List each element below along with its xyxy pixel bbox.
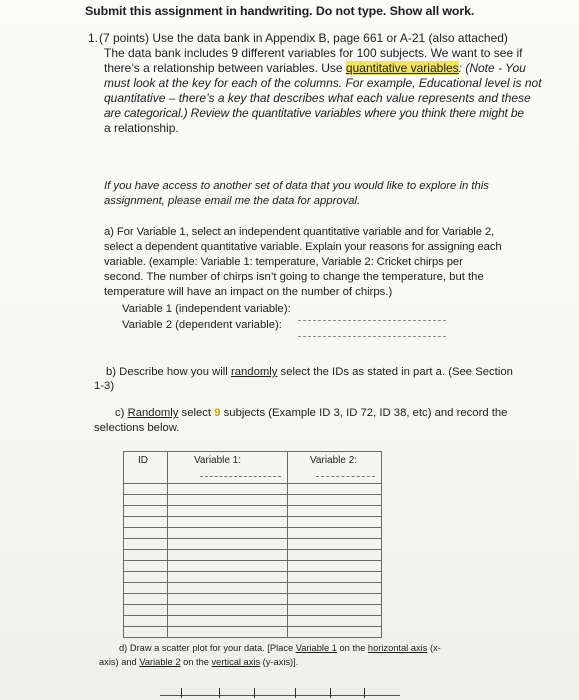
table-row xyxy=(124,561,382,572)
table-cell xyxy=(124,572,168,583)
table-cell xyxy=(288,616,382,627)
table-row xyxy=(124,484,382,495)
question-number: 1. xyxy=(88,31,99,45)
table-cell xyxy=(168,550,288,561)
table-row xyxy=(124,594,382,605)
table-cell xyxy=(124,561,168,572)
email-note-line-2: assignment, please email me the data for approval. xyxy=(104,195,361,207)
data-record-table xyxy=(123,451,382,638)
table-row xyxy=(124,528,382,539)
part-a-line-3: variable. (example: Variable 1: temperature, Variable 2: Cricket chirps per xyxy=(104,256,463,268)
table-row xyxy=(124,506,382,517)
table-cell xyxy=(168,627,288,638)
q1-line-3-note: : (Note - You xyxy=(458,61,526,75)
part-d-line-1 xyxy=(119,641,441,655)
q1-line-6: are categorical.) Review the quantitative variables where you think there might be xyxy=(104,106,524,120)
header-variable-2-dash xyxy=(316,476,375,477)
table-row xyxy=(124,517,382,528)
table-cell xyxy=(168,506,288,517)
table-cell xyxy=(168,495,288,506)
table-cell xyxy=(168,484,288,495)
header-id-text: ID xyxy=(138,455,148,466)
part-c-randomly: Randomly xyxy=(127,407,179,419)
table-cell xyxy=(288,627,382,638)
part-c-text-a: c) xyxy=(115,407,128,419)
table-cell xyxy=(288,517,382,528)
q1-line-2: The data bank includes 9 different variables for 100 subjects. We want to see if xyxy=(104,46,523,60)
part-b-text-a: b) Describe how you will xyxy=(106,366,231,378)
part-b-text-b: select the IDs as stated in part a. (See Section xyxy=(277,366,513,378)
part-b-randomly: randomly xyxy=(230,366,278,378)
part-c-line-2: selections below. xyxy=(94,422,180,434)
table-row xyxy=(124,539,382,550)
part-a-line-4: second. The number of chirps isn’t going to change the temperature, but the xyxy=(104,271,484,283)
q1-line-4: must look at the key for each of the columns. For example, Educational level is not xyxy=(104,76,542,90)
part-d-text-d: axis) and xyxy=(99,657,140,667)
variable-2-blank xyxy=(298,336,446,337)
axis-tick xyxy=(219,688,220,698)
header-variable-1-text: Variable 1: xyxy=(194,455,242,466)
variable-1-blank xyxy=(298,320,446,321)
table-cell xyxy=(124,539,168,550)
table-cell xyxy=(124,550,168,561)
table-body xyxy=(124,484,382,638)
table-cell xyxy=(124,594,168,605)
part-d-variable-1: Variable 1 xyxy=(295,643,337,653)
part-c-text-c: subjects (Example ID 3, ID 72, ID 38, etc) and record the xyxy=(220,407,508,419)
variable-2-label: Variable 2 (dependent variable): xyxy=(122,319,282,331)
table-cell xyxy=(168,616,288,627)
axis-tick xyxy=(181,688,182,698)
part-c-line-1 xyxy=(115,406,507,420)
table-cell xyxy=(168,605,288,616)
table-cell xyxy=(168,572,288,583)
table-cell xyxy=(124,506,168,517)
table-cell xyxy=(168,561,288,572)
q1-line-3 xyxy=(104,61,526,75)
part-d-text-a: d) Draw a scatter plot for your data. [Place xyxy=(119,643,296,653)
quantitative-variables-highlight: quantitative variables xyxy=(345,61,459,75)
table-cell xyxy=(288,572,382,583)
part-d-line-2 xyxy=(99,655,298,669)
part-a-line-5: temperature will have an impact on the number of chirps.) xyxy=(104,286,393,298)
part-d-text-c: (x- xyxy=(427,643,441,653)
axis-tick xyxy=(364,688,365,698)
part-d-text-f: (y-axis)]. xyxy=(260,657,299,667)
part-d-horizontal-axis: horizontal axis xyxy=(367,643,428,653)
axis-tick xyxy=(330,688,331,698)
part-b-line-2: 1-3) xyxy=(94,380,115,392)
table-cell xyxy=(288,528,382,539)
table-cell xyxy=(288,583,382,594)
table-row xyxy=(124,616,382,627)
part-d-text-b: on the xyxy=(336,643,368,653)
table-cell xyxy=(168,594,288,605)
table-cell xyxy=(124,605,168,616)
table-cell xyxy=(124,583,168,594)
part-a-line-2: select a dependent quantitative variable. Explain your reasons for assigning each xyxy=(104,241,502,253)
table-cell xyxy=(288,484,382,495)
part-d-variable-2: Variable 2 xyxy=(139,657,181,667)
table-cell xyxy=(124,517,168,528)
table-cell xyxy=(168,528,288,539)
table-header-id xyxy=(124,452,168,484)
table-row xyxy=(124,572,382,583)
axis-tick xyxy=(295,688,296,698)
header-variable-1-dash xyxy=(200,476,281,477)
table-cell xyxy=(288,539,382,550)
email-note-line-1: If you have access to another set of data that you would like to explore in this xyxy=(104,180,489,192)
table-row xyxy=(124,583,382,594)
instructions-header: Submit this assignment in handwriting. Do not type. Show all work. xyxy=(85,4,475,18)
table-cell xyxy=(288,506,382,517)
table-cell xyxy=(124,627,168,638)
table-row xyxy=(124,550,382,561)
table-row xyxy=(124,627,382,638)
part-b-line-1 xyxy=(106,365,513,379)
q1-line-5: quantitative – there’s a key that describes what each value represents and these xyxy=(104,91,531,105)
q1-line-7: a relationship. xyxy=(104,121,179,135)
table-header-variable-1 xyxy=(168,452,288,484)
table-row xyxy=(124,495,382,506)
part-d-text-e: on the xyxy=(180,657,212,667)
table-row xyxy=(124,605,382,616)
part-c-nine: 9 xyxy=(214,407,221,419)
q1-line-3-text: there’s a relationship between variables. Use xyxy=(104,61,346,75)
part-a-line-1: a) For Variable 1, select an independent quantitative variable and for Variable 2, xyxy=(104,226,495,238)
table-cell xyxy=(124,616,168,627)
table-cell xyxy=(124,495,168,506)
table-cell xyxy=(288,605,382,616)
variable-1-label: Variable 1 (independent variable): xyxy=(122,303,291,315)
table-header-variable-2 xyxy=(288,452,382,484)
table-cell xyxy=(288,495,382,506)
table-cell xyxy=(168,539,288,550)
header-variable-2-text: Variable 2: xyxy=(310,455,358,466)
table-cell xyxy=(288,561,382,572)
table-cell xyxy=(168,517,288,528)
axis-tick xyxy=(254,688,255,698)
q1-line-1: (7 points) Use the data bank in Appendix B, page 661 or A-21 (also attached) xyxy=(99,31,508,45)
part-c-text-b: select xyxy=(178,407,215,419)
table-cell xyxy=(124,484,168,495)
table-cell xyxy=(124,528,168,539)
part-d-vertical-axis: vertical axis xyxy=(211,657,261,667)
table-cell xyxy=(288,550,382,561)
table-cell xyxy=(288,594,382,605)
table-cell xyxy=(168,583,288,594)
